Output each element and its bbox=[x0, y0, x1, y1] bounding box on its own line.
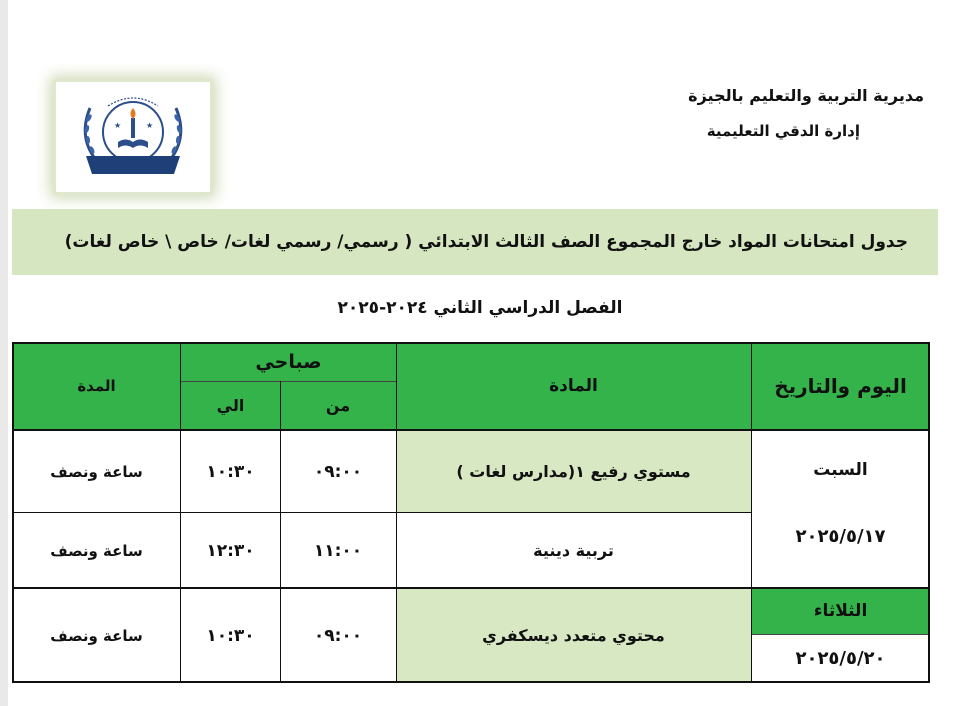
row2-to: ١٢:٣٠ bbox=[181, 513, 280, 588]
administration-name: إدارة الدقي التعليمية bbox=[706, 122, 860, 140]
header-duration: المدة bbox=[12, 342, 181, 430]
header-to: الي bbox=[181, 381, 280, 430]
header-from: من bbox=[280, 381, 396, 430]
directorate-name: مديرية التربية والتعليم بالجيزة bbox=[688, 86, 924, 105]
day-saturday-date: ٢٠٢٥/٥/١٧ bbox=[795, 526, 886, 547]
table-border-right bbox=[928, 342, 930, 683]
header-day-date: اليوم والتاريخ bbox=[751, 342, 930, 430]
row2-subject: تربية دينية bbox=[396, 513, 751, 588]
row1-to: ١٠:٣٠ bbox=[181, 430, 280, 513]
table-border-left bbox=[12, 342, 14, 683]
row1-from: ٠٩:٠٠ bbox=[280, 430, 396, 513]
row2-from: ١١:٠٠ bbox=[280, 513, 396, 588]
day-tuesday-name: الثلاثاء bbox=[751, 588, 930, 634]
svg-text:★: ★ bbox=[146, 121, 154, 130]
row3-subject: محتوي متعدد ديسكفري bbox=[396, 588, 751, 683]
col-divider-1 bbox=[180, 342, 181, 683]
day-tuesday-date: ٢٠٢٥/٥/٢٠ bbox=[751, 634, 930, 683]
row2-divider bbox=[12, 587, 930, 589]
logo-emblem-icon bbox=[56, 82, 210, 192]
table-border-bottom bbox=[12, 681, 930, 683]
row3-duration: ساعة ونصف bbox=[12, 588, 181, 683]
row1-divider bbox=[12, 512, 751, 513]
col-divider-3 bbox=[396, 342, 397, 683]
table-header-divider bbox=[12, 429, 930, 431]
morning-divider bbox=[181, 381, 396, 382]
day-saturday bbox=[751, 430, 930, 588]
row1-duration: ساعة ونصف bbox=[12, 430, 181, 513]
row3-to: ١٠:٣٠ bbox=[181, 588, 280, 683]
semester-label: الفصل الدراسي الثاني ٢٠٢٤-٢٠٢٥ bbox=[337, 298, 623, 318]
exam-table bbox=[12, 342, 930, 683]
day-saturday-name: السبت bbox=[813, 460, 868, 480]
header-subject: المادة bbox=[396, 342, 751, 430]
header-morning: صباحي bbox=[181, 342, 396, 381]
row2-duration: ساعة ونصف bbox=[12, 513, 181, 588]
row1-subject: مستوي رفيع ١(مدارس لغات ) bbox=[396, 430, 751, 513]
svg-text:★: ★ bbox=[114, 121, 122, 130]
page-edge bbox=[0, 0, 8, 706]
schedule-title: جدول امتحانات المواد خارج المجموع الصف الثالث الابتدائي ( رسمي/ رسمي لغات/ خاص \ خاص لغات) bbox=[64, 232, 908, 252]
row3-from: ٠٩:٠٠ bbox=[280, 588, 396, 683]
col-divider-2 bbox=[280, 381, 281, 683]
title-band bbox=[12, 209, 938, 275]
tuesday-divider bbox=[751, 634, 930, 635]
table-border-top bbox=[12, 342, 930, 344]
logo bbox=[56, 82, 210, 192]
col-divider-4 bbox=[751, 342, 752, 683]
